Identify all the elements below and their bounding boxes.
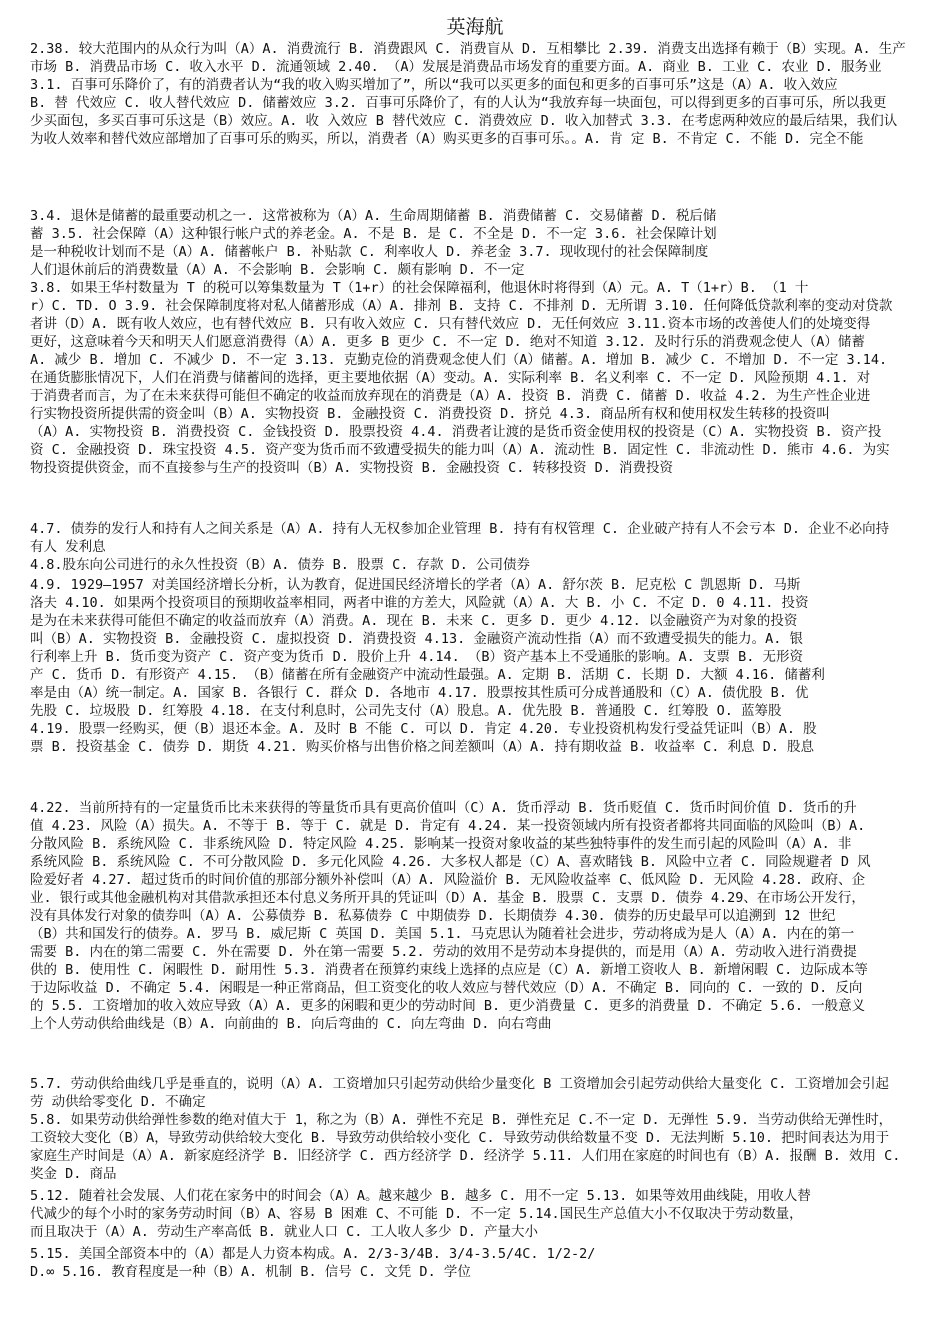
- paragraph-3: [30, 520, 925, 574]
- text-line: 3.8. 如果王华村数量为 T 的税可以筹集数量为 T（1+r）的社会保障福利，他退休时将得到（A）元。A. T（1+r）B. （1 十: [30, 280, 809, 296]
- text-line: 5.7. 劳动供给曲线几乎是垂直的，说明（A）A. 工资增加只引起劳动供给少量变化 B 工资增加会引起劳动供给大量变化 C. 工资增加会引起: [30, 1076, 890, 1092]
- text-line: 没有具体发行对象的债券叫（A）A. 公募债券 B. 私募债券 C 中期债券 D. 长期债券 4.30. 债券的历史最早可以追溯到 12 世纪: [30, 908, 836, 924]
- text-line: 是一种税收计划而不是（A）A. 储蓄帐户 B. 补贴款 C. 利率收人 D. 养老金 3.7. 现收现付的社会保障制度: [30, 244, 709, 260]
- text-line: 劳 动供给零变化 D. 不确定: [30, 1094, 206, 1110]
- text-line: 有人 发利息: [30, 539, 106, 555]
- paragraph-2: [30, 207, 925, 477]
- text-line: r）C. TD. O 3.9. 社会保障制度将对私人储蓄形成（A）A. 排剂 B. 支持 C. 不排剂 D. 无所谓 3.10. 任何降低贷款利率的变动对贷款: [30, 298, 893, 314]
- text-line: B. 替 代效应 C. 收人替代效应 D. 储蓄效应 3.2. 百事可乐降价了，有的人认为“我放弃每一块面包，可以得到更多的百事可乐，所以我更: [30, 95, 887, 111]
- paragraph-4: [30, 576, 925, 756]
- text-line: 率是由（A）统一制定。A. 国家 B. 各银行 C. 群众 D. 各地市 4.17. 股票按其性质可分成普通股和（C）A. 债优股 B. 优: [30, 685, 809, 701]
- text-line: 4.22. 当前所持有的一定量货币比未来获得的等量货币具有更高价值叫（C）A. 货币浮动 B. 货币贬值 C. 货币时间价值 D. 货币的升: [30, 800, 857, 816]
- paragraph-8: [30, 1245, 925, 1281]
- text-line: 4.9. 1929—1957 对美国经济增长分析，认为教育，促进国民经济增长的学者（A）A. 舒尔茨 B. 尼克松 C 凯恩斯 D. 马斯: [30, 577, 801, 593]
- text-line: 更好，这意味着今天和明天人们愿意消费得（A）A. 更多 B 更少 C. 不一定 D. 绝对不知道 3.12. 及时行乐的消费观念使人（A）储蓄: [30, 334, 865, 350]
- text-line: 蓄 3.5. 社会保障（A）这种银行帐户式的养老金。A. 不是 B. 是 C. 不全是 D. 不一定 3.6. 社会保障计划: [30, 226, 717, 242]
- paragraph-7: [30, 1187, 925, 1241]
- text-line: 4.19. 股票一经购买，便（B）退还本金。A. 及时 B 不能 C. 可以 D. 肯定 4.20. 专业投资机构发行受益凭证叫（B）A. 股: [30, 721, 817, 737]
- text-line: 业. 银行或其他金融机构对其借款承担还本付息义务所开具的凭证叫（D）A. 基金 B. 股票 C. 支票 D. 债券 4.29、在市场公开发行，: [30, 890, 865, 906]
- document-title: 英海航: [446, 16, 504, 38]
- text-line: 少买面包，多买百事可乐这是（B）效应。A. 收 入效应 B 替代效应 C. 消费效应 D. 收入加替式 3.3. 在考虑两种效应的最后结果，我们认: [30, 113, 898, 129]
- text-line: 而且取决于（A）A. 劳动生产率高低 B. 就业人口 C. 工人收人多少 D. 产量大小: [30, 1224, 539, 1240]
- text-line: 3.1. 百事可乐降价了，有的消费者认为“我的收入购买增加了”，所以“我可以买更多的面包和更多的百事可乐”这是（A）A. 收入效应: [30, 77, 838, 93]
- text-line: 的 5.5. 工资增加的收入效应导致（A）A. 更多的闲暇和更少的劳动时间 B. 更少消费量 C. 更多的消费量 D. 不确定 5.6. 一般意义: [30, 998, 866, 1014]
- text-line: 在通货膨胀情况下，人们在消费与储蓄间的选择，更主要地依据（A）变动。A. 实际利率 B. 名义利率 C. 不一定 D. 风险预期 4.1. 对: [30, 370, 871, 386]
- text-line: 先股 C. 垃圾股 D. 红筹股 4.18. 在支付利息时，公司先支付（A）股息。A. 优先股 B. 普通股 C. 红筹股 O. 蓝筹股: [30, 703, 782, 719]
- text-line: 叫（B）A. 实物投资 B. 金融投资 C. 虚拟投资 D. 消费投资 4.13. 金融资产流动性指（A）而不致遭受损失的能力。A. 银: [30, 631, 803, 647]
- text-line: 产 C. 货币 D. 有形资产 4.15. （B）储蓄在所有金融资产中流动性最强。A. 定期 B. 活期 C. 长期 D. 大额 4.16. 储蓄利: [30, 667, 825, 683]
- text-line: 票 B. 投资基金 C. 债券 D. 期货 4.21. 购买价格与出售价格之间差额叫（A）A. 持有期收益 B. 收益率 C. 利息 D. 股息: [30, 739, 814, 755]
- text-line: 物投资提供资金，而不直接参与生产的投资叫（B）A. 实物投资 B. 金融投资 C. 转移投资 D. 消费投资: [30, 460, 674, 476]
- text-line: 家庭生产时间是（A）A. 新家庭经济学 B. 旧经济学 C. 西方经济学 D. 经济学 5.11. 人们用在家庭的时间也有（B）A. 报酬 B. 效用 C.: [30, 1148, 901, 1164]
- text-line: 险爱好者 4.27. 超过货币的时间价值的那部分额外补偿叫（A）A. 风险溢价 B. 无风险收益率 C、低风险 D. 无风险 4.28. 政府、企: [30, 872, 866, 888]
- text-line: （A）A. 实物投资 B. 消费投资 C. 金钱投资 D. 股票投资 4.4. 消费者让渡的是货币资金使用权的投资是（C）A. 实物投资 B. 资产投: [30, 424, 882, 440]
- text-line: 人们退休前后的消费数量（A）A. 不会影响 B. 会影响 C. 颇有影响 D. 不一定: [30, 262, 525, 278]
- text-line: 洛夫 4.10. 如果两个投资项目的预期收益率相同，两者中谁的方差大，风险就（A）A. 大 B. 小 C. 不定 D. 0 4.11. 投资: [30, 595, 809, 611]
- text-line: 4.8.股东向公司进行的永久性投资（B）A. 债券 B. 股票 C. 存款 D. 公司债券: [30, 557, 531, 573]
- text-line: 2.38. 较大范围内的从众行为叫（A）A. 消费流行 B. 消费跟风 C. 消费盲从 D. 互相攀比 2.39. 消费支出选择有赖于（B）实现。A. 生产: [30, 41, 906, 57]
- text-line: 行实物投资所提供需的资金叫（B）A. 实物投资 B. 金融投资 C. 消费投资 D. 挤兑 4.3. 商品所有权和使用权发生转移的投资叫: [30, 406, 830, 422]
- text-line: 奖金 D. 商品: [30, 1166, 117, 1182]
- text-line: 于消费者而言，为了在未来获得可能但不确定的收益而放弃现在的消费是（A）A. 投资 B. 消费 C. 储蓄 D. 收益 4.2. 为生产性企业进: [30, 388, 871, 404]
- paragraph-5: [30, 799, 925, 1033]
- text-line: 代减少的每个小时的家务劳动时间（B）A、容易 B 困难 C、不可能 D. 不一定 5.14.国民生产总值大小不仅取决于劳动数量，: [30, 1206, 803, 1222]
- text-line: 5.12. 随着社会发展、人们花在家务中的时间会（A）A。越来越少 B. 越多 C. 用不一定 5.13. 如果等效用曲线陡，用收人替: [30, 1188, 811, 1204]
- text-line: 于边际收益 D. 不确定 5.4. 闲暇是一种正常商品，但工资变化的收人效应与替代效应（D）A. 不确定 B. 同向的 C. 一致的 D. 反向: [30, 980, 863, 996]
- text-line: 上个人劳动供给曲线是（B）A. 向前曲的 B. 向后弯曲的 C. 向左弯曲 D. 向右弯曲: [30, 1016, 552, 1032]
- text-line: 者讲（D）A. 既有收人效应，也有替代效应 B. 只有收入效应 C. 只有替代效应 D. 无任何效应 3.11.资本市场的改善使人们的处境变得: [30, 316, 871, 332]
- text-line: 4.7. 债券的发行人和持有人之间关系是（A）A. 持有人无权参加企业管理 B. 持有有权管理 C. 企业破产持有人不会亏本 D. 企业不必向持: [30, 521, 890, 537]
- text-line: 工资较大变化（B）A，导致劳动供给较大变化 B. 导致劳动供给较小变化 C. 导致劳动供给数量不变 D. 无法判断 5.10. 把时间表达为用于: [30, 1130, 890, 1146]
- paragraph-1: [30, 40, 925, 148]
- text-line: 行利率上升 B. 货币变为资产 C. 资产变为货币 D. 股价上升 4.14. （B）资产基本上不受通胀的影响。A. 支票 B. 无形资: [30, 649, 803, 665]
- text-line: 供的 B. 使用性 C. 闲暇性 D. 耐用性 5.3. 消费者在预算约束线上选择的点应是（C）A. 新增工资收人 B. 新增闲暇 C. 边际成本等: [30, 962, 868, 978]
- text-line: 系统风险 B. 系统风险 C. 不可分散风险 D. 多元化风险 4.26. 大多权人都是（C）A、喜欢睹钱 B. 风险中立者 C. 同险规避者 D 风: [30, 854, 871, 870]
- text-line: 资 C. 金融投资 D. 珠宝投资 4.5. 资产变为货币而不致遭受损失的能力叫（A）A. 流动性 B. 固定性 C. 非流动性 D. 熊市 4.6. 为实: [30, 442, 890, 458]
- text-line: （B）共和国发行的债券。A. 罗马 B. 威尼斯 C 英国 D. 美国 5.1. 马克思认为随着社会进步，劳动将成为是人（A）A. 内在的第一: [30, 926, 855, 942]
- text-line: D.∞ 5.16. 教育程度是一种（B）A. 机制 B. 信号 C. 文凭 D. 学位: [30, 1264, 471, 1280]
- text-line: 5.8. 如果劳动供给弹性参数的绝对值大于 1，称之为（B）A. 弹性不充足 B. 弹性充足 C.不一定 D. 无弹性 5.9. 当劳动供给无弹性时，: [30, 1112, 893, 1128]
- text-line: 3.4. 退休是储蓄的最重要动机之一. 这常被称为（A）A. 生命周期储蓄 B. 消费储蓄 C. 交易储蓄 D. 税后储: [30, 208, 717, 224]
- text-line: 为收人效率和替代效应部增加了百事可乐的购买，所以，消费者（A）购买更多的百事可乐。。A. 肯 定 B. 不肯定 C. 不能 D. 完全不能: [30, 131, 864, 147]
- text-line: 需要 B. 内在的第二需要 C. 外在需要 D. 外在第一需要 5.2. 劳动的效用不是劳动本身提供的，而是用（A）A. 劳动收入进行消费提: [30, 944, 857, 960]
- text-line: 市场 B. 消费品市场 C. 收入水平 D. 流通领域 2.40. （A）发展是消费品市场发育的重要方面。A. 商业 B. 工业 C. 农业 D. 服务业: [30, 59, 882, 75]
- text-line: 值 4.23. 风险（A）损失。A. 不等于 B. 等于 C. 就是 D. 肯定有 4.24. 某一投资领域内所有投资者都将共同面临的风险叫（B）A.: [30, 818, 866, 834]
- text-line: A. 减少 B. 增加 C. 不减少 D. 不一定 3.13. 克勤克俭的消费观念使人们（A）储蓄。A. 增加 B. 减少 C. 不增加 D. 不一定 3.14.: [30, 352, 888, 368]
- text-line: 分散风险 B. 系统风险 C. 非系统风险 D. 特定风险 4.25. 影响某一投资对象收益的某些独特事件的发生而引起的风险叫（A）A. 非: [30, 836, 852, 852]
- paragraph-6: [30, 1075, 925, 1183]
- text-line: 5.15. 美国全部资本中的（A）都是人力资本构成。A. 2/3-3/4B. 3/4-3.5/4C. 1/2-2/: [30, 1246, 596, 1262]
- text-line: 是为在未来获得可能但不确定的收益而放弃（A）消费。A. 现在 B. 未来 C. 更多 D. 更少 4.12. 以金融资产为对象的投资: [30, 613, 798, 629]
